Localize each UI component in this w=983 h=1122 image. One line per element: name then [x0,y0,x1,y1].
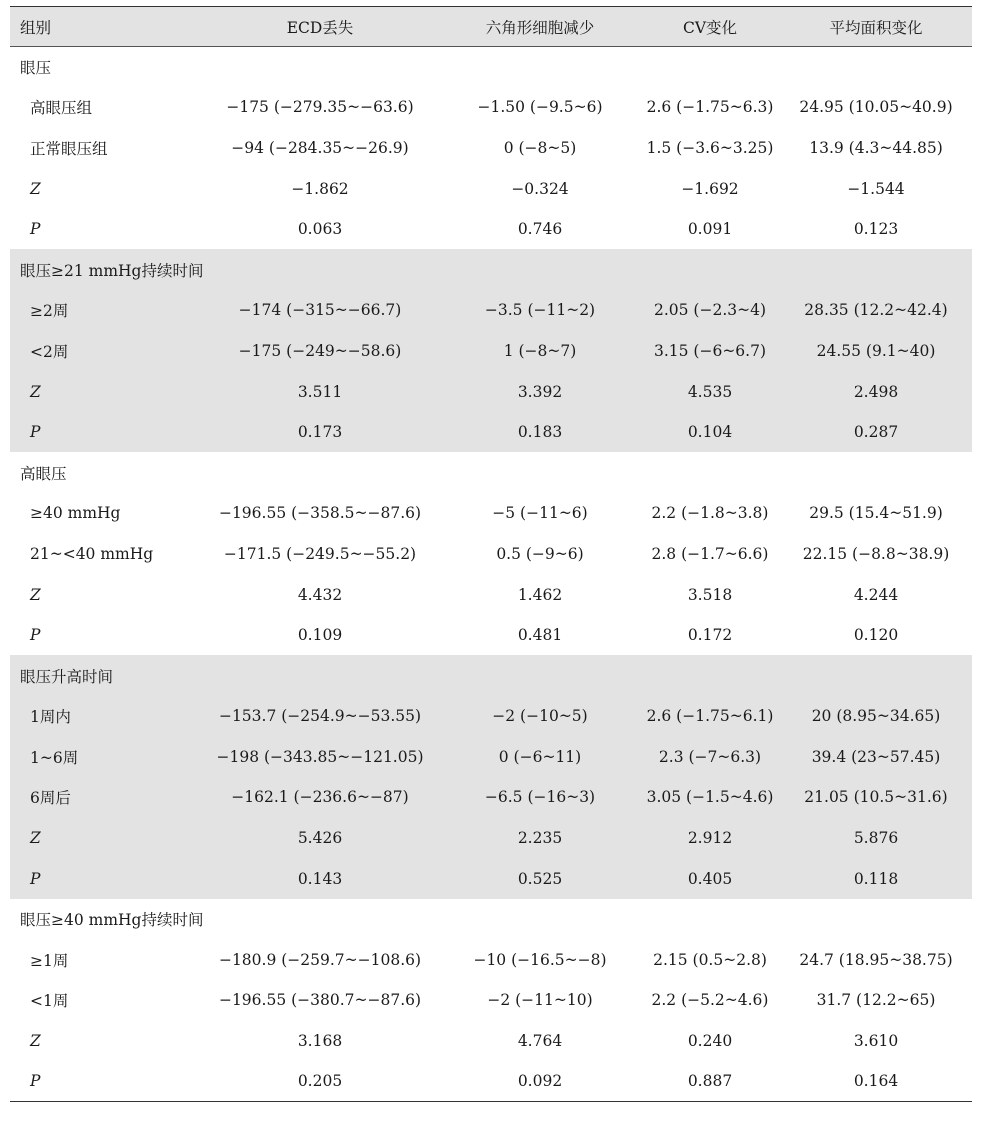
ecd-cell: −175 (−249~−58.6) [238,341,402,360]
table-row [10,87,972,128]
cv-cell: 0.405 [687,869,733,888]
cv-cell: 2.05 (−2.3~4) [653,301,767,320]
hexagonal-cell: −0.324 [511,179,569,198]
ecd-cell: −162.1 (−236.6~−87) [231,788,409,807]
cv-cell: 3.518 [687,585,733,604]
hexagonal-cell: 0.746 [517,220,563,239]
header-cv-change: CV变化 [682,18,738,37]
hexagonal-cell: 1.462 [517,585,563,604]
cv-cell: 0.091 [687,220,733,239]
row-label: 6周后 [30,789,71,808]
ecd-cell: 0.063 [297,220,343,239]
area-cell: 0.118 [853,869,899,888]
row-label: Z [30,179,41,198]
row-label: Z [30,585,41,604]
table-row [10,980,972,1021]
area-cell: 29.5 (15.4~51.9) [809,504,943,523]
table-row [10,940,972,981]
cv-cell: −1.692 [681,179,739,198]
area-cell: 22.15 (−8.8~38.9) [802,544,950,563]
ecd-cell: −196.55 (−380.7~−87.6) [218,991,422,1010]
hexagonal-cell: −3.5 (−11~2) [484,301,596,320]
row-label: Z [30,829,41,848]
ecd-cell: 3.511 [297,382,343,401]
row-label: 21~<40 mmHg [30,544,154,563]
group-title: 眼压≥40 mmHg持续时间 [20,911,204,930]
ecd-cell: −175 (−279.35~−63.6) [226,98,414,117]
hexagonal-cell: 0.481 [517,626,563,645]
area-cell: 0.120 [853,626,899,645]
hexagonal-cell: 2.235 [517,829,563,848]
row-label: 1~6周 [30,748,79,767]
cv-cell: 3.05 (−1.5~4.6) [646,788,774,807]
hexagonal-cell: 0.092 [517,1072,563,1091]
ecd-cell: −171.5 (−249.5~−55.2) [223,544,417,563]
header-mean-area-change: 平均面积变化 [829,18,923,37]
group-title-row [10,655,972,696]
ecd-cell: 4.432 [297,585,343,604]
group-title: 高眼压 [20,464,67,483]
hexagonal-cell: 4.764 [517,1032,563,1051]
stat-row [10,1021,972,1062]
area-cell: 20 (8.95~34.65) [811,707,941,726]
ecd-cell: −196.55 (−358.5~−87.6) [218,504,422,523]
stat-row [10,858,972,899]
stat-row [10,371,972,412]
cv-cell: 0.104 [687,423,733,442]
stat-row [10,1061,972,1102]
area-cell: 5.876 [853,829,899,848]
table-row [10,534,972,575]
area-cell: 24.95 (10.05~40.9) [799,98,953,117]
group-title: 眼压≥21 mmHg持续时间 [20,261,204,280]
row-label: ≥2周 [30,302,69,321]
table-row [10,331,972,372]
ecd-cell: −174 (−315~−66.7) [238,301,402,320]
table-body [10,47,972,1102]
header-group: 组别 [20,18,52,37]
row-label: P [30,423,41,442]
cv-cell: 0.240 [687,1032,733,1051]
hexagonal-cell: −2 (−10~5) [492,707,588,726]
row-label: <2周 [30,342,69,361]
ecd-cell: −1.862 [291,179,349,198]
cv-cell: 2.15 (0.5~2.8) [653,950,767,969]
stat-row [10,615,972,656]
stat-row [10,574,972,615]
ecd-cell: 0.143 [297,869,343,888]
area-cell: 13.9 (4.3~44.85) [809,138,943,157]
cv-cell: 2.912 [687,829,733,848]
hexagonal-cell: 0.5 (−9~6) [496,544,584,563]
area-cell: 24.55 (9.1~40) [816,341,936,360]
cv-cell: 2.8 (−1.7~6.6) [651,544,769,563]
cv-cell: 2.2 (−5.2~4.6) [651,991,769,1010]
hexagonal-cell: −10 (−16.5~−8) [473,950,607,969]
ecd-cell: 3.168 [297,1032,343,1051]
hexagonal-cell: 0.525 [517,869,563,888]
area-cell: 28.35 (12.2~42.4) [804,301,948,320]
header-hexagonal-decrease: 六角形细胞减少 [485,18,595,37]
ecd-cell: 0.109 [297,626,343,645]
cv-cell: 1.5 (−3.6~3.25) [646,138,774,157]
stat-row [10,412,972,453]
ecd-cell: 5.426 [297,829,343,848]
stat-row [10,168,972,209]
data-table [10,6,972,1102]
group-title: 眼压升高时间 [20,667,114,686]
ecd-cell: −94 (−284.35~−26.9) [231,138,409,157]
area-cell: 39.4 (23~57.45) [811,747,941,766]
table-row [10,493,972,534]
cv-cell: 3.15 (−6~6.7) [653,341,767,360]
stat-row [10,209,972,250]
header-ecd-loss: ECD丢失 [286,18,354,37]
hexagonal-cell: −5 (−11~6) [492,504,588,523]
ecd-cell: 0.205 [297,1072,343,1091]
ecd-cell: −180.9 (−259.7~−108.6) [218,950,422,969]
row-label: P [30,1072,41,1091]
table-row [10,128,972,169]
cv-cell: 4.535 [687,382,733,401]
ecd-cell: −153.7 (−254.9~−53.55) [218,707,422,726]
cv-cell: 2.3 (−7~6.3) [658,747,762,766]
table-row [10,777,972,818]
group-title-row [10,899,972,940]
row-label: <1周 [30,992,69,1011]
hexagonal-cell: −2 (−11~10) [487,991,593,1010]
row-label: 正常眼压组 [30,139,108,158]
group-title: 眼压 [20,59,52,78]
cv-cell: 0.887 [687,1072,733,1091]
area-cell: 4.244 [853,585,899,604]
cv-cell: 2.6 (−1.75~6.1) [646,707,774,726]
ecd-cell: 0.173 [297,423,343,442]
row-label: ≥40 mmHg [30,504,121,523]
ecd-cell: −198 (−343.85~−121.05) [216,747,424,766]
area-cell: 0.287 [853,423,899,442]
hexagonal-cell: 1 (−8~7) [503,341,577,360]
stat-row [10,818,972,859]
area-cell: 0.123 [853,220,899,239]
cv-cell: 2.6 (−1.75~6.3) [646,98,774,117]
hexagonal-cell: 3.392 [517,382,563,401]
table-header [10,7,972,47]
hexagonal-cell: 0 (−6~11) [498,747,582,766]
row-label: 1周内 [30,708,71,727]
hexagonal-cell: 0.183 [517,423,563,442]
area-cell: 3.610 [853,1032,899,1051]
area-cell: −1.544 [847,179,905,198]
area-cell: 2.498 [853,382,899,401]
hexagonal-cell: −6.5 (−16~3) [484,788,596,807]
row-label: Z [30,1032,41,1051]
hexagonal-cell: 0 (−8~5) [503,138,577,157]
area-cell: 24.7 (18.95~38.75) [799,950,953,969]
table-row [10,737,972,778]
table-row [10,290,972,331]
area-cell: 0.164 [853,1072,899,1091]
row-label: P [30,220,41,239]
data-table-container [10,6,972,1102]
row-label: Z [30,382,41,401]
header-row [10,7,972,47]
group-title-row [10,47,972,88]
cv-cell: 0.172 [687,626,733,645]
group-title-row [10,452,972,493]
area-cell: 31.7 (12.2~65) [816,991,936,1010]
row-label: 高眼压组 [30,99,93,118]
table-row [10,696,972,737]
row-label: P [30,626,41,645]
area-cell: 21.05 (10.5~31.6) [804,788,948,807]
row-label: P [30,869,41,888]
group-title-row [10,249,972,290]
hexagonal-cell: −1.50 (−9.5~6) [477,98,603,117]
row-label: ≥1周 [30,951,69,970]
cv-cell: 2.2 (−1.8~3.8) [651,504,769,523]
